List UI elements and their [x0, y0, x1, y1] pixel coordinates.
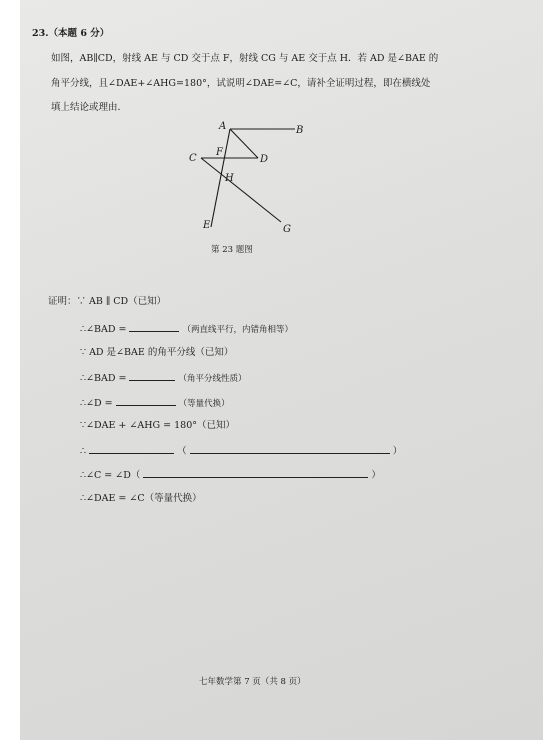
problem-number: 23.（本题 6 分）	[32, 28, 110, 39]
proof-line-6: ∵∠DAE + ∠AHG = 180°（已知）	[80, 420, 235, 431]
proof-line-2-reason: （两直线平行，内错角相等）	[182, 325, 294, 335]
proof-line-8	[80, 468, 381, 482]
problem-text-line-3: 填上结论或理由．	[51, 102, 128, 113]
exam-page	[20, 0, 543, 740]
answer-blank-1[interactable]	[129, 322, 179, 332]
proof-line-5-reason: （等量代换）	[178, 399, 230, 409]
label-f: F	[216, 147, 223, 158]
segment-ad	[230, 129, 258, 158]
answer-blank-6[interactable]	[143, 468, 368, 478]
proof-line-4-reason: （角平分线性质）	[178, 374, 247, 384]
proof-line-9: ∴∠DAE = ∠C（等量代换）	[80, 493, 202, 504]
ray-cg	[201, 158, 281, 222]
answer-blank-4[interactable]	[89, 444, 174, 454]
proof-line-5-start: ∴∠D =	[80, 398, 113, 409]
problem-text-line-1: 如图，AB∥CD，射线 AE 与 CD 交于点 F，射线 CG 与 AE 交于点 H．若 AD 是∠BAE 的	[51, 53, 439, 64]
proof-line-3: ∵ AD 是∠BAE 的角平分线（已知）	[80, 347, 234, 358]
proof-line-7-paren-open: （	[177, 446, 187, 457]
label-e: E	[203, 220, 211, 231]
proof-line-5	[80, 396, 230, 410]
label-b: B	[296, 125, 304, 136]
proof-line-4-start: ∴∠BAD =	[80, 373, 127, 384]
label-c: C	[189, 153, 197, 164]
label-a: A	[219, 121, 227, 132]
page-footer: 七年数学第 7 页（共 8 页）	[199, 677, 306, 687]
proof-line-1: 证明：∵ AB ∥ CD（已知）	[48, 296, 167, 307]
proof-line-7-start: ∴	[80, 446, 87, 457]
problem-text-line-2: 角平分线，且∠DAE+∠AHG=180°，试说明∠DAE=∠C，请补全证明过程，即在横线处	[51, 78, 431, 89]
proof-line-7-paren-close: ）	[392, 446, 403, 457]
answer-blank-2[interactable]	[129, 371, 175, 381]
proof-line-8-paren-close: ）	[371, 470, 381, 481]
proof-line-8-start: ∴∠C = ∠D（	[80, 470, 141, 481]
figure-caption: 第 23 题图	[211, 245, 253, 255]
label-h: H	[225, 173, 234, 184]
geometry-figure	[180, 118, 320, 238]
label-g: G	[283, 224, 291, 235]
label-d: D	[260, 154, 269, 165]
proof-line-2-start: ∴∠BAD =	[80, 324, 127, 335]
answer-blank-5[interactable]	[190, 444, 390, 454]
answer-blank-3[interactable]	[116, 396, 176, 406]
proof-line-2	[80, 322, 293, 336]
proof-line-7	[80, 444, 402, 458]
proof-line-4	[80, 371, 247, 385]
